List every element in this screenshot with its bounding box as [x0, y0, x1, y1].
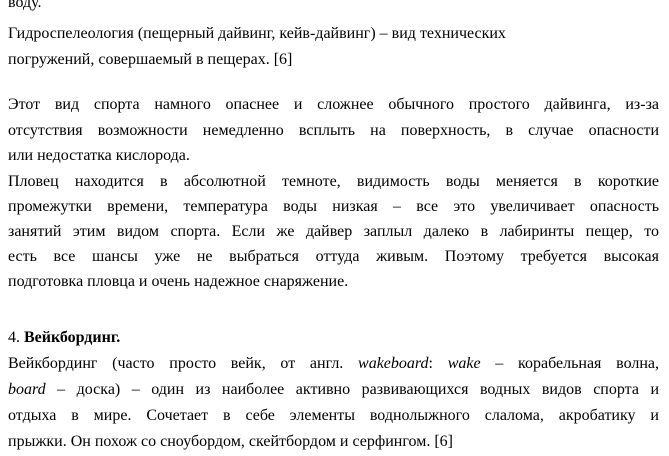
wake-text: Вейкбординг (часто просто вейк, от англ.	[8, 355, 359, 372]
wake-term-wakeboard: wakeboard	[358, 355, 429, 372]
swimmer-line-2: занятий этим видом спорта. Если же дайвер заплыл далеко в лабиринты пещер, то	[8, 223, 659, 240]
wake-line-2: отдыха в мире. Сочетает в себе элементы воднолыжного слалома, акробатику и	[8, 407, 659, 424]
section-heading	[8, 328, 120, 348]
swimmer-line-1: промежутки времени, температура воды низкая – все это увеличивает опасность	[8, 198, 659, 215]
danger-line-2: или недостатка кислорода.	[8, 147, 190, 164]
intro-line-2: погружений, совершаемый в пещерах. [6]	[8, 51, 293, 68]
swimmer-line-4: подготовка пловца и очень надежное снаряжение.	[8, 273, 349, 290]
wake-line-0	[8, 354, 659, 374]
swimmer-line-0: Пловец находится в абсолютной темноте, видимость воды меняется в короткие	[8, 173, 659, 190]
wake-line-3: прыжки. Он похож со сноубордом, скейтбордом и серфингом. [6]	[8, 433, 453, 450]
wake-term-board: board	[8, 381, 46, 398]
wake-text: – доска) – один из наиболее активно развивающихся водных видов спорта и	[45, 381, 659, 398]
wake-text: :	[428, 355, 448, 372]
section-number: 4.	[8, 329, 20, 346]
danger-line-1: отсутствия возможности немедленно всплыть на поверхность, в случае опасности	[8, 122, 659, 139]
danger-line-0: Этот вид спорта намного опаснее и сложнее обычного простого дайвинга, из-за	[8, 96, 659, 113]
intro-line-0: воду.	[8, 0, 42, 11]
intro-line-1: Гидроспелеология (пещерный дайвинг, кейв-дайвинг) – вид технических	[8, 25, 506, 42]
wake-term-wake: wake	[447, 355, 481, 372]
wake-text: – корабельная волна,	[480, 355, 660, 372]
wake-line-1	[8, 380, 659, 400]
swimmer-line-3: есть все шансы уже не выбраться оттуда живым. Поэтому требуется высокая	[8, 248, 659, 265]
section-title: Вейкбординг.	[24, 329, 121, 346]
